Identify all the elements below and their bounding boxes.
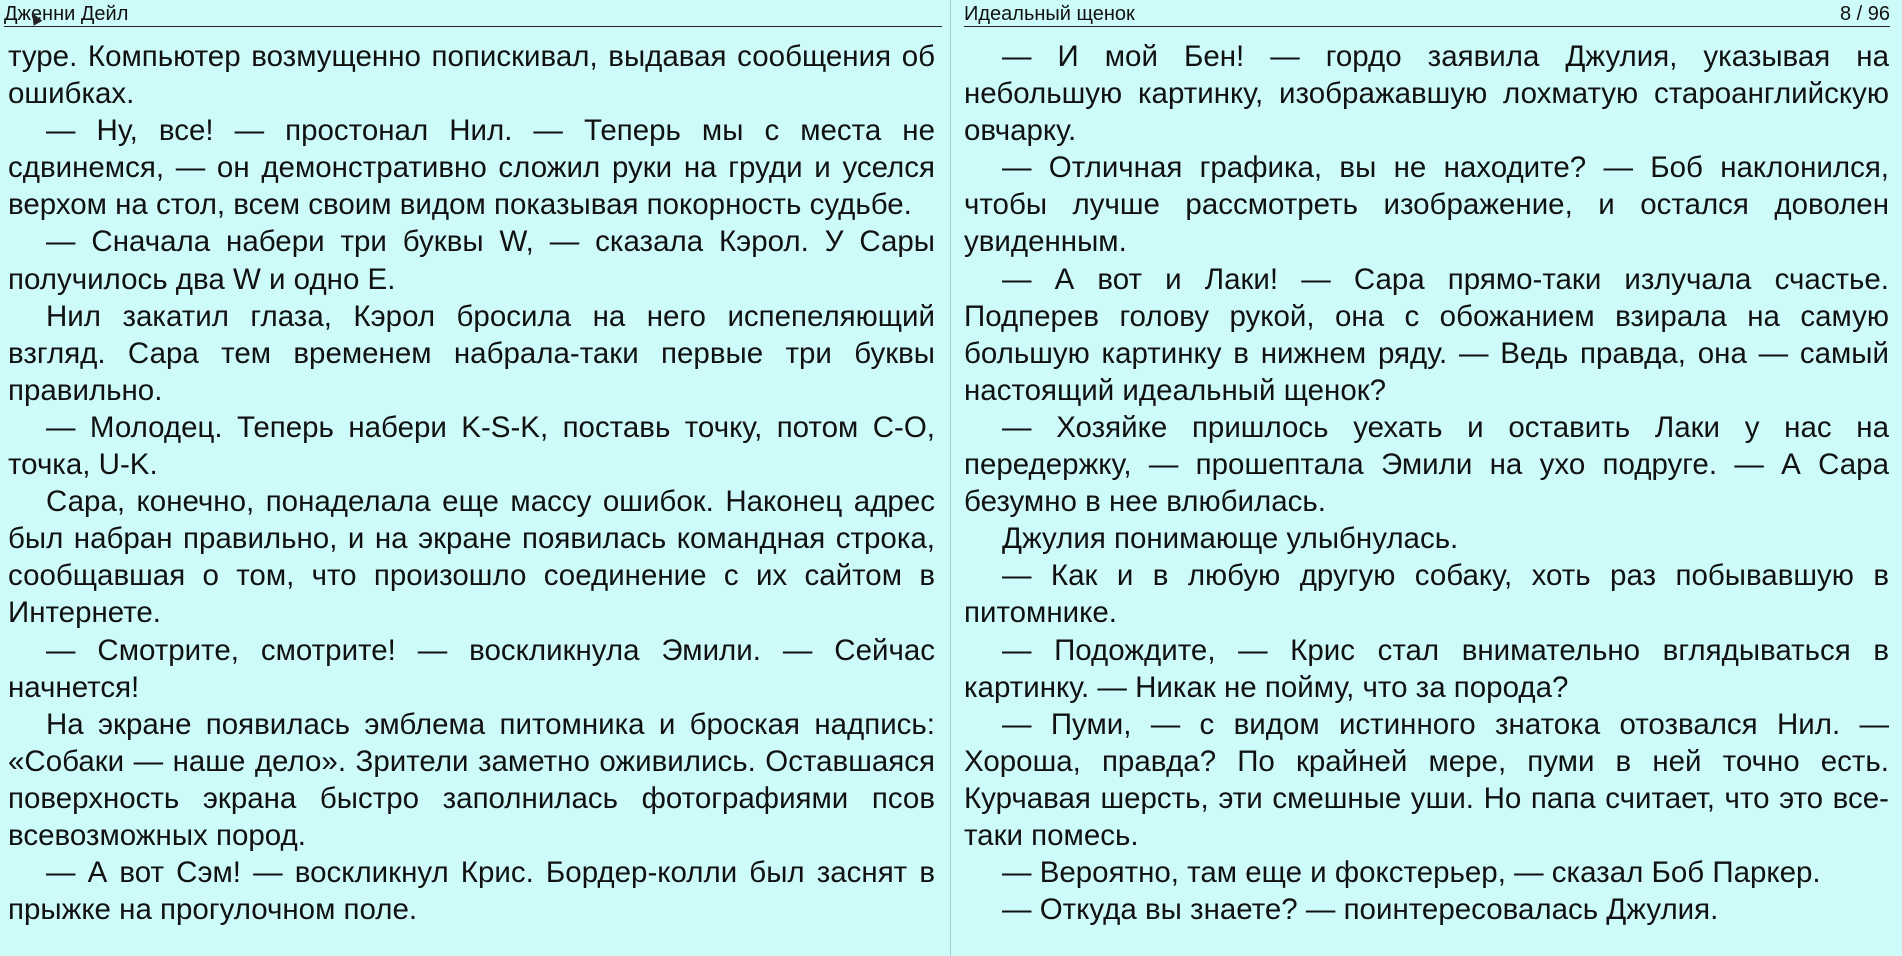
paragraph: — А вот Сэм! — воскликнул Крис. Бордер-колли был заснят в прыжке на прогулочном поле. (8, 856, 935, 927)
paragraph: — Ну, все! — простонал Нил. — Теперь мы с места не сдвинемся, — он демонстративно сложил руки на груди и уселся верхом на стол, всем своим видом показывая покорность судьбе. (8, 114, 935, 222)
paragraph: туре. Компьютер возмущенно попискивал, выдавая сообщения об ошибках. (8, 40, 935, 111)
paragraph: — Сначала набери три буквы W, — сказала Кэрол. У Сары получилось два W и одно Е. (8, 225, 935, 296)
paragraph: — Вероятно, там еще и фокстерьер, — сказал Боб Паркер. (1002, 856, 1821, 890)
paragraph: — Хозяйке пришлось уехать и оставить Лаки у нас на передержку, — прошептала Эмили на ухо подруге. — А Сара безумно в нее влюбилась. (964, 410, 1889, 519)
right-page-text (964, 38, 1889, 928)
page-number: 8 / 96 (1839, 3, 1890, 25)
book-author: Дженни Дейл (4, 3, 129, 25)
paragraph: — Как и в любую другую собаку, хоть раз побывавшую в питомнике. (964, 559, 1889, 630)
paragraph: — И мой Бен! — гордо заявила Джулия, указывая на небольшую картинку, изображавшую лохматую староанглийскую овчарку. (964, 40, 1889, 148)
paragraph: — Смотрите, смотрите! — воскликнула Эмили. — Сейчас начнется! (8, 633, 935, 704)
paragraph: — А вот и Лаки! — Сара прямо-таки излучала счастье. Подперев голову рукой, она с обожанием взирала на самую большую картинку в нижнем ряду. — Ведь правда, она — самый настоящий идеальный щенок? (964, 262, 1889, 407)
paragraph: Джулия понимающе улыбнулась. (1002, 522, 1459, 556)
book-title: Идеальный щенок (964, 3, 1135, 25)
paragraph: Нил закатил глаза, Кэрол бросила на него испепеляющий взгляд. Сара тем временем набрала-таки первые три буквы правильно. (8, 299, 935, 407)
paragraph: — Подождите, — Крис стал внимательно вглядываться в картинку. — Никак не пойму, что за порода? (964, 633, 1889, 704)
paragraph: На экране появилась эмблема питомника и броская надпись: «Собаки — наше дело». Зрители заметно оживились. Оставшаяся поверхность экрана быстро заполнилась фотографиями псов всевозможных пород. (8, 707, 935, 852)
left-page-text (8, 38, 935, 928)
right-page (952, 0, 1902, 956)
paragraph: — Отличная графика, вы не находите? — Боб наклонился, чтобы лучше рассмотреть изображение, и остался доволен увиденным. (964, 151, 1889, 259)
paragraph: — Пуми, — с видом истинного знатока отозвался Нил. — Хороша, правда? По крайней мере, пуми в ней точно есть. Курчавая шерсть, эти смешные уши. Но папа считает, что это все-таки помесь. (964, 707, 1889, 852)
paragraph: Сара, конечно, понаделала еще массу ошибок. Наконец адрес был набран правильно, и на экране появилась командная строка, сообщавшая о том, что произошло соединение с их сайтом в Интернете. (8, 485, 935, 630)
paragraph: — Откуда вы знаете? — поинтересовалась Джулия. (1002, 893, 1719, 927)
left-page-header (4, 0, 942, 27)
right-page-header (964, 0, 1890, 27)
paragraph: — Молодец. Теперь набери K-S-K, поставь точку, потом С-О, точка, U-K. (8, 410, 935, 482)
